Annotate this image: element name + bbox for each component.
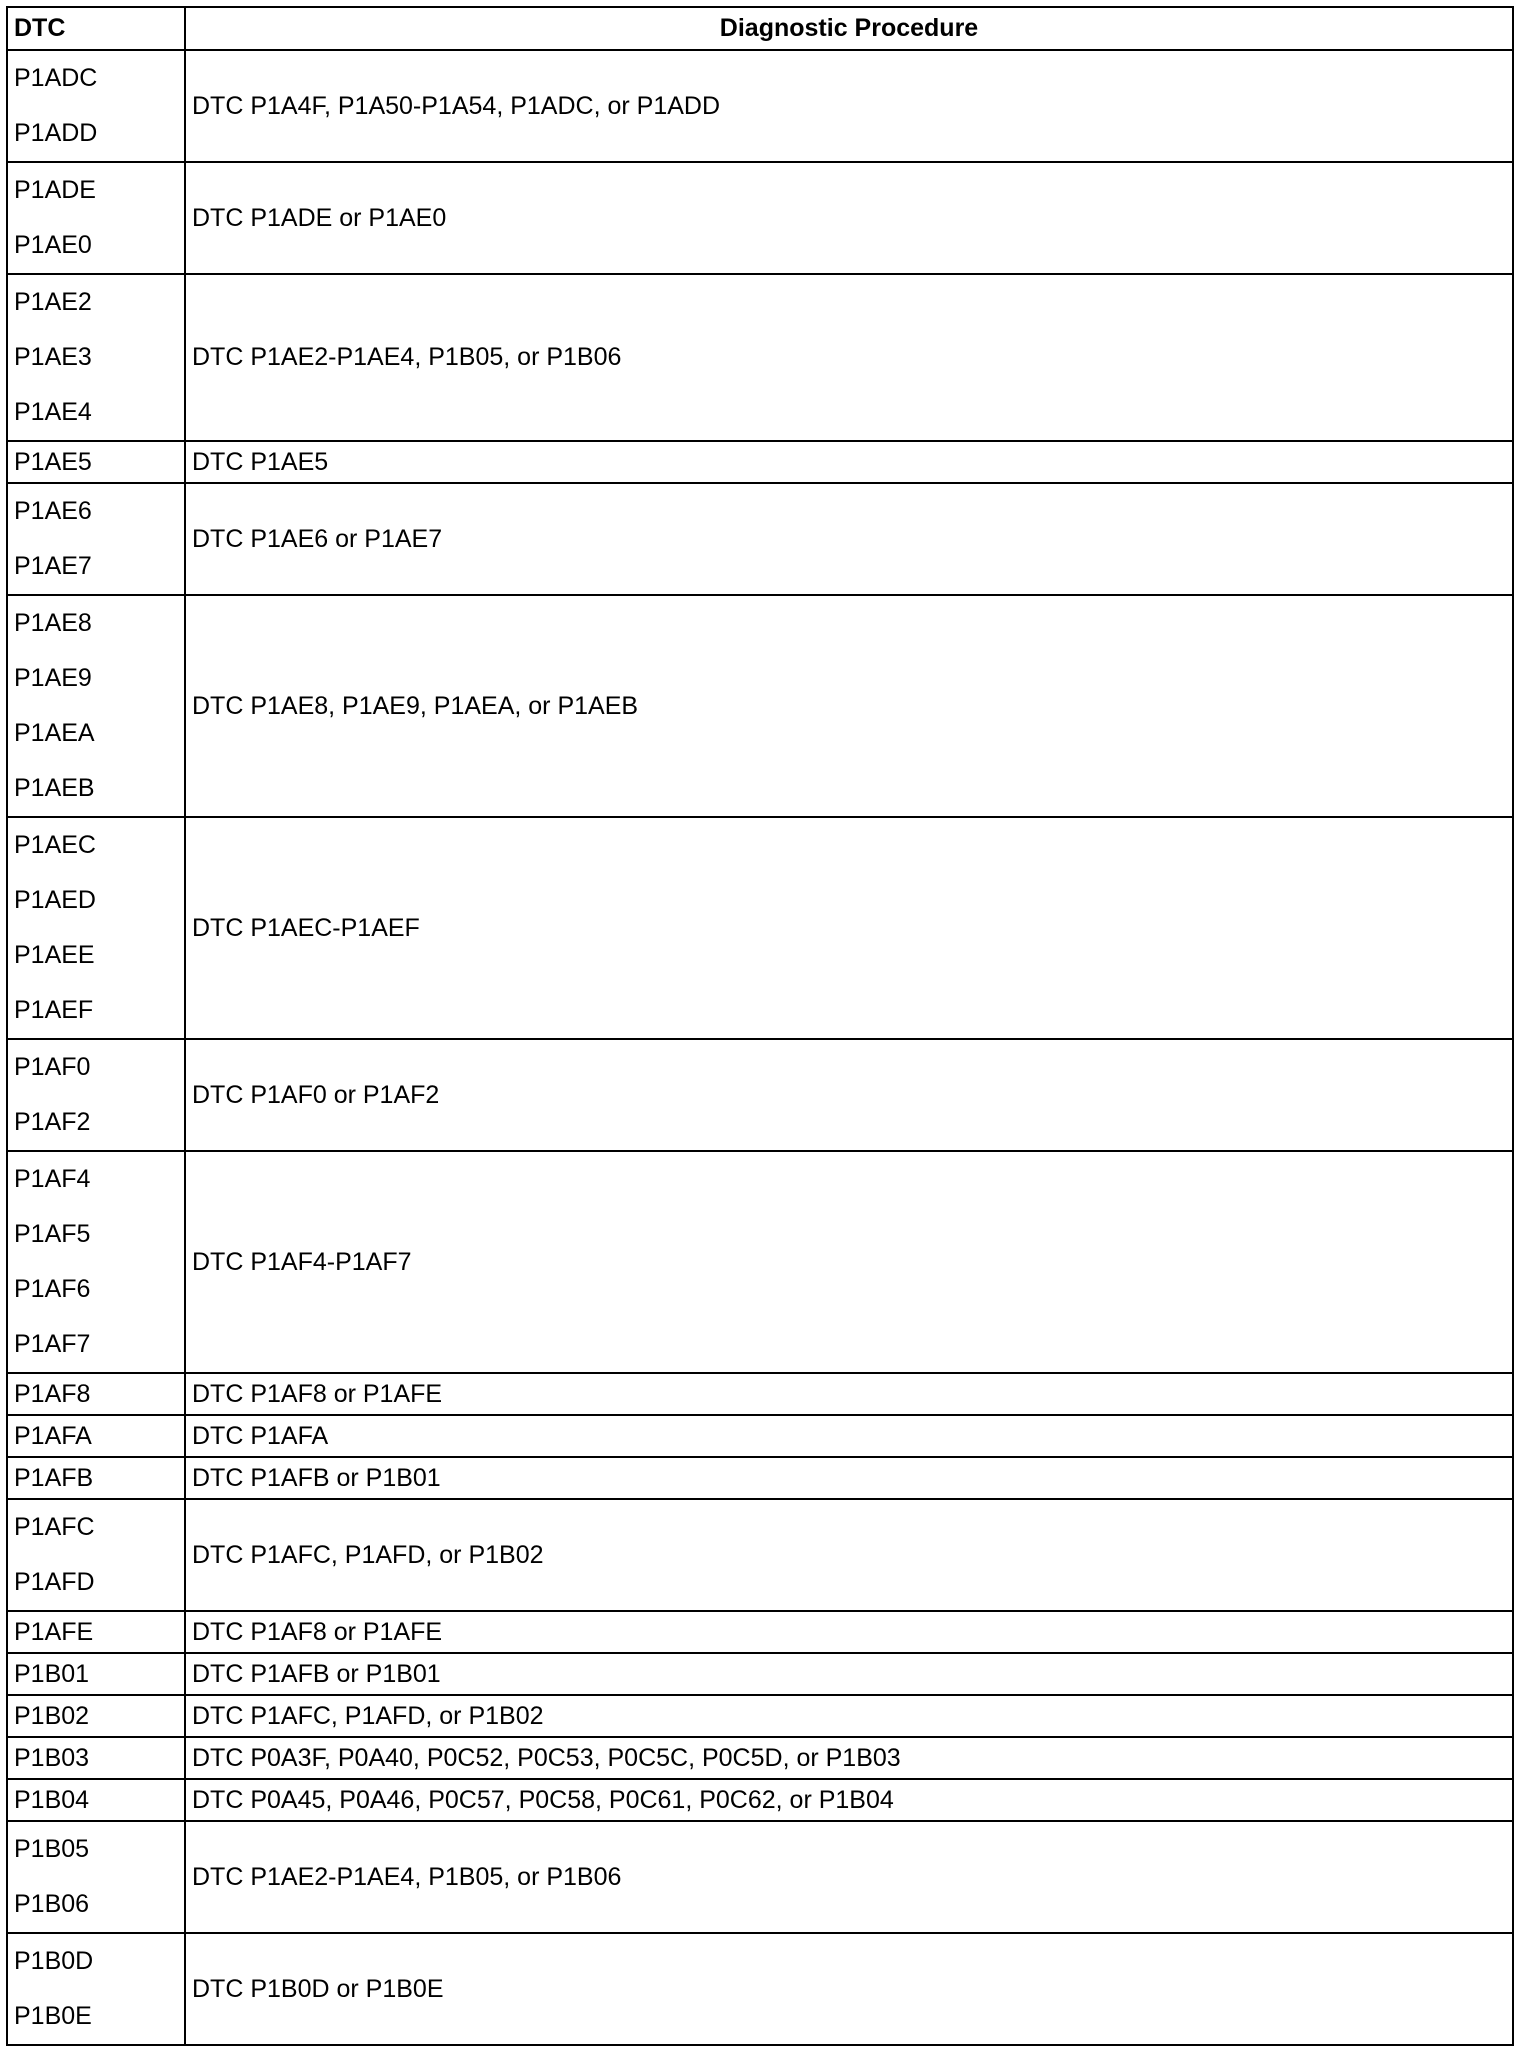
table-row xyxy=(7,1457,1513,1499)
dtc-code: P1AEE xyxy=(14,941,95,969)
dtc-code: P1AF5 xyxy=(14,1220,91,1248)
dtc-code: P1AEF xyxy=(14,996,94,1024)
table-row xyxy=(7,1933,1513,2045)
dtc-code: P1AFB xyxy=(14,1464,94,1492)
dtc-code: P1AF7 xyxy=(14,1330,91,1358)
dtc-code: P1AF0 xyxy=(14,1053,91,1081)
dtc-codes-cell xyxy=(7,1457,185,1499)
dtc-table-container xyxy=(6,6,1514,2046)
dtc-code: P1AEC xyxy=(14,831,96,859)
dtc-column-header: DTC xyxy=(7,7,185,50)
dtc-code: P1B01 xyxy=(14,1660,90,1688)
table-row xyxy=(7,274,1513,441)
diagnostic-procedure-cell: DTC P1AFB or P1B01 xyxy=(185,1653,1513,1695)
dtc-code: P1B02 xyxy=(14,1702,90,1730)
table-row xyxy=(7,1821,1513,1933)
table-row xyxy=(7,162,1513,274)
dtc-code: P1B04 xyxy=(14,1786,90,1814)
diagnostic-procedure-cell: DTC P0A45, P0A46, P0C57, P0C58, P0C61, P0C62, or P1B04 xyxy=(185,1779,1513,1821)
dtc-code: P1AFD xyxy=(14,1568,95,1596)
dtc-codes-cell xyxy=(7,595,185,817)
dtc-codes-cell xyxy=(7,1653,185,1695)
diagnostic-procedure-cell: DTC P1AE6 or P1AE7 xyxy=(185,483,1513,595)
dtc-codes-cell xyxy=(7,483,185,595)
dtc-codes-cell xyxy=(7,162,185,274)
diagnostic-procedure-cell: DTC P1AE5 xyxy=(185,441,1513,483)
dtc-code: P1AFA xyxy=(14,1422,92,1450)
dtc-code: P1ADD xyxy=(14,119,98,147)
dtc-code: P1AFE xyxy=(14,1618,94,1646)
dtc-code: P1AEB xyxy=(14,774,95,802)
dtc-code: P1AF8 xyxy=(14,1380,91,1408)
table-row xyxy=(7,817,1513,1039)
diagnostic-procedure-cell: DTC P1A4F, P1A50-P1A54, P1ADC, or P1ADD xyxy=(185,50,1513,162)
diagnostic-procedure-cell: DTC P1B0D or P1B0E xyxy=(185,1933,1513,2045)
dtc-code: P1ADC xyxy=(14,64,98,92)
table-row xyxy=(7,1039,1513,1151)
diagnostic-procedure-cell: DTC P1AEC-P1AEF xyxy=(185,817,1513,1039)
dtc-codes-cell xyxy=(7,50,185,162)
table-row xyxy=(7,1737,1513,1779)
dtc-codes-cell xyxy=(7,1415,185,1457)
diagnostic-procedure-cell: DTC P1AF0 or P1AF2 xyxy=(185,1039,1513,1151)
diagnostic-procedure-cell: DTC P1AFC, P1AFD, or P1B02 xyxy=(185,1695,1513,1737)
dtc-code: P1AE3 xyxy=(14,343,92,371)
dtc-code: P1AE0 xyxy=(14,231,92,259)
diagnostic-procedure-cell: DTC P0A3F, P0A40, P0C52, P0C53, P0C5C, P0C5D, or P1B03 xyxy=(185,1737,1513,1779)
diagnostic-procedure-cell: DTC P1AE2-P1AE4, P1B05, or P1B06 xyxy=(185,1821,1513,1933)
diagnostic-procedure-cell: DTC P1AF4-P1AF7 xyxy=(185,1151,1513,1373)
diagnostic-procedure-cell: DTC P1AF8 or P1AFE xyxy=(185,1611,1513,1653)
diagnostic-procedure-cell: DTC P1ADE or P1AE0 xyxy=(185,162,1513,274)
table-row xyxy=(7,1611,1513,1653)
dtc-code: P1AE7 xyxy=(14,552,92,580)
table-row xyxy=(7,441,1513,483)
dtc-codes-cell xyxy=(7,1151,185,1373)
dtc-codes-cell xyxy=(7,1039,185,1151)
table-row xyxy=(7,1653,1513,1695)
dtc-codes-cell xyxy=(7,1933,185,2045)
dtc-code: P1AE9 xyxy=(14,664,92,692)
dtc-code: P1AE4 xyxy=(14,398,92,426)
diagnostic-procedure-cell: DTC P1AFB or P1B01 xyxy=(185,1457,1513,1499)
dtc-code: P1ADE xyxy=(14,176,96,204)
table-row xyxy=(7,1695,1513,1737)
diagnostic-procedure-cell: DTC P1AF8 or P1AFE xyxy=(185,1373,1513,1415)
table-header-row xyxy=(7,7,1513,50)
table-body xyxy=(7,50,1513,2045)
dtc-code: P1AED xyxy=(14,886,96,914)
dtc-code: P1AF2 xyxy=(14,1108,91,1136)
dtc-codes-cell xyxy=(7,1821,185,1933)
dtc-codes-cell xyxy=(7,274,185,441)
dtc-code: P1AF4 xyxy=(14,1165,91,1193)
dtc-codes-cell xyxy=(7,441,185,483)
table-row xyxy=(7,483,1513,595)
table-row xyxy=(7,1415,1513,1457)
dtc-code: P1B05 xyxy=(14,1835,90,1863)
diagnostic-procedure-cell: DTC P1AFA xyxy=(185,1415,1513,1457)
dtc-code: P1AF6 xyxy=(14,1275,91,1303)
diagnostic-procedure-cell: DTC P1AE2-P1AE4, P1B05, or P1B06 xyxy=(185,274,1513,441)
diagnostic-procedure-cell: DTC P1AE8, P1AE9, P1AEA, or P1AEB xyxy=(185,595,1513,817)
dtc-code: P1AEA xyxy=(14,719,95,747)
table-row xyxy=(7,1499,1513,1611)
dtc-table xyxy=(6,6,1514,2046)
dtc-codes-cell xyxy=(7,1737,185,1779)
dtc-code: P1B0E xyxy=(14,2002,92,2030)
dtc-codes-cell xyxy=(7,1611,185,1653)
table-row xyxy=(7,1373,1513,1415)
dtc-code: P1AFC xyxy=(14,1513,95,1541)
dtc-code: P1AE8 xyxy=(14,609,92,637)
table-row xyxy=(7,1779,1513,1821)
dtc-code: P1AE5 xyxy=(14,448,92,476)
procedure-column-header: Diagnostic Procedure xyxy=(185,7,1513,50)
dtc-code: P1B06 xyxy=(14,1890,90,1918)
table-row xyxy=(7,595,1513,817)
dtc-codes-cell xyxy=(7,1373,185,1415)
table-row xyxy=(7,1151,1513,1373)
dtc-code: P1AE2 xyxy=(14,288,92,316)
dtc-codes-cell xyxy=(7,1779,185,1821)
dtc-code: P1B03 xyxy=(14,1744,90,1772)
dtc-codes-cell xyxy=(7,1695,185,1737)
diagnostic-procedure-cell: DTC P1AFC, P1AFD, or P1B02 xyxy=(185,1499,1513,1611)
dtc-code: P1B0D xyxy=(14,1947,94,1975)
dtc-codes-cell xyxy=(7,1499,185,1611)
dtc-code: P1AE6 xyxy=(14,497,92,525)
table-row xyxy=(7,50,1513,162)
dtc-codes-cell xyxy=(7,817,185,1039)
